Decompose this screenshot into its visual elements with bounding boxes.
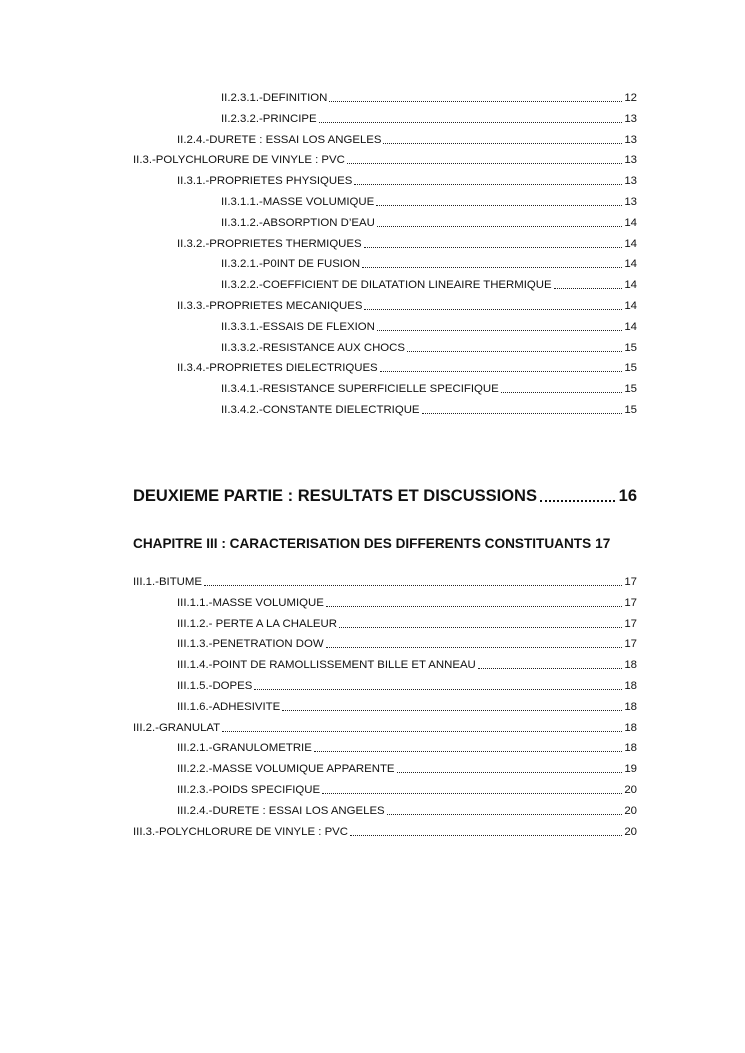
- toc-entry-label: III.2.1.-GRANULOMETRIE: [177, 742, 312, 755]
- toc-leader-dots: [376, 204, 622, 206]
- toc-entry-page: 18: [624, 659, 637, 672]
- toc-entry-page: 15: [624, 383, 637, 396]
- toc-chapter-heading[interactable]: [133, 535, 637, 552]
- toc-entry[interactable]: [221, 91, 637, 105]
- toc-entry-label: II.3.2.1.-P0INT DE FUSION: [221, 258, 361, 271]
- toc-entry[interactable]: [177, 804, 637, 818]
- toc-entry-page: 13: [624, 112, 637, 125]
- toc-entry-page: 18: [624, 680, 637, 692]
- toc-entry[interactable]: [221, 341, 637, 355]
- toc-entry-label: DEUXIEME PARTIE : RESULTATS ET DISCUSSIONS: [133, 487, 537, 505]
- toc-entry-label: II.3.3.-PROPRIETES MECANIQUES: [177, 300, 363, 312]
- toc-leader-dots: [350, 834, 622, 836]
- toc-entry-label: II.3.3.1.-ESSAIS DE FLEXION: [221, 320, 375, 333]
- toc-entry-label: III.2.2.-MASSE VOLUMIQUE APPARENTE: [177, 763, 395, 776]
- toc-entry-page: 18: [624, 721, 637, 734]
- toc-leader-dots: [319, 121, 623, 123]
- toc-entry[interactable]: [177, 762, 637, 776]
- toc-entry[interactable]: [221, 216, 637, 230]
- toc-entry-page: 13: [624, 196, 637, 208]
- toc-leader-dots: [314, 750, 623, 752]
- toc-leader-dots: [387, 813, 623, 815]
- toc-leader-dots: [326, 605, 622, 607]
- toc-entry-page: 16: [618, 487, 637, 505]
- toc-entry-label: III.3.-POLYCHLORURE DE VINYLE : PVC: [133, 825, 349, 838]
- toc-entry-page: 17: [624, 617, 637, 630]
- toc-entry[interactable]: [221, 382, 637, 396]
- toc-entry-label: III.2.4.-DURETE : ESSAI LOS ANGELES: [177, 804, 385, 817]
- toc-entry[interactable]: [221, 403, 637, 417]
- toc-entry-page: 20: [624, 804, 637, 817]
- toc-entry[interactable]: [177, 741, 637, 755]
- toc-leader-dots: [282, 709, 622, 711]
- toc-entry-page: 19: [624, 763, 637, 776]
- toc-entry-label: II.3.1.1.-MASSE VOLUMIQUE: [221, 196, 375, 208]
- toc-entry[interactable]: [177, 658, 637, 672]
- toc-entry-page: 15: [624, 341, 637, 354]
- toc-entry-label: II.3.3.2.-RESISTANCE AUX CHOCS: [221, 341, 405, 354]
- toc-entry[interactable]: [177, 174, 637, 188]
- toc-leader-dots: [364, 246, 623, 248]
- toc-entry-label: III.2.3.-POIDS SPECIFIQUE: [177, 784, 321, 796]
- toc-entry-page: 14: [624, 320, 637, 333]
- toc-entry-label: III.1.5.-DOPES: [177, 680, 253, 692]
- toc-entry[interactable]: [221, 320, 637, 334]
- toc-leader-dots: [254, 688, 622, 690]
- toc-entry[interactable]: [177, 299, 637, 313]
- toc-entry-label: III.1.1.-MASSE VOLUMIQUE: [177, 596, 324, 609]
- toc-leader-dots: [478, 667, 623, 669]
- toc-entry[interactable]: [221, 195, 637, 209]
- toc-entry-page: 17: [624, 596, 637, 609]
- toc-leader-dots: [501, 391, 623, 393]
- toc-entry-page: 18: [624, 700, 637, 713]
- toc-entry[interactable]: [177, 361, 637, 375]
- toc-entry-page: 17: [624, 638, 637, 651]
- toc-entry-label: II.3.4.2.-CONSTANTE DIELECTRIQUE: [221, 404, 420, 416]
- toc-leader-dots: [326, 646, 623, 648]
- toc-leader-dots: [380, 370, 623, 372]
- toc-entry-page: 20: [624, 784, 637, 796]
- toc-entry-label: II.2.4.-DURETE : ESSAI LOS ANGELES: [177, 133, 382, 146]
- toc-part-heading[interactable]: [133, 486, 637, 506]
- toc-entry[interactable]: [221, 278, 637, 292]
- toc-entry[interactable]: [177, 596, 637, 610]
- toc-entry[interactable]: [177, 637, 637, 651]
- toc-leader-dots: [377, 329, 622, 331]
- toc-entry-label: III.1.4.-POINT DE RAMOLLISSEMENT BILLE ET ANNEAU: [177, 659, 476, 672]
- toc-entry[interactable]: [177, 783, 637, 797]
- toc-leader-dots: [407, 350, 622, 352]
- toc-entry-label: III.1.2.- PERTE A LA CHALEUR: [177, 617, 337, 630]
- toc-entry-label: III.1.3.-PENETRATION DOW: [177, 638, 324, 651]
- toc-entry-label: II.2.3.1.-DEFINITION: [221, 92, 328, 104]
- toc-entry[interactable]: [177, 237, 637, 251]
- toc-leader-dots: [322, 792, 622, 794]
- toc-leader-dots: [377, 225, 623, 227]
- toc-leader-dots: [222, 730, 622, 732]
- toc-entry-page: 13: [624, 154, 637, 167]
- toc-leader-dots: [554, 287, 623, 289]
- toc-entry[interactable]: [133, 153, 637, 167]
- toc-entry-page: 18: [624, 742, 637, 755]
- toc-entry-label: III.1.6.-ADHESIVITE: [177, 700, 281, 713]
- toc-entry-page: 17: [595, 536, 611, 551]
- toc-entry-page: 15: [624, 362, 637, 375]
- toc-entry-label: II.3.2.2.-COEFFICIENT DE DILATATION LINEAIRE THERMIQUE: [221, 279, 552, 292]
- toc-entry-page: 13: [624, 175, 637, 188]
- toc-entry-label: II.3.1.-PROPRIETES PHYSIQUES: [177, 175, 353, 188]
- toc-entry-label: II.3.4.1.-RESISTANCE SUPERFICIELLE SPECIFIQUE: [221, 383, 499, 396]
- toc-entry-label: II.3.1.2.-ABSORPTION D’EAU: [221, 216, 375, 229]
- toc-entry[interactable]: [177, 679, 637, 693]
- toc-entry[interactable]: [177, 617, 637, 631]
- toc-entry[interactable]: [221, 257, 637, 271]
- toc-entry-page: 14: [624, 258, 637, 271]
- toc-entry-label: II.3.4.-PROPRIETES DIELECTRIQUES: [177, 362, 378, 375]
- toc-entry[interactable]: [177, 700, 637, 714]
- toc-entry[interactable]: [133, 575, 637, 589]
- toc-entry-page: 17: [624, 576, 637, 588]
- toc-leader-dots: [347, 162, 622, 164]
- toc-leader-dots: [362, 266, 622, 268]
- toc-entry-page: 14: [624, 237, 637, 250]
- toc-leader-dots: [329, 100, 622, 102]
- toc-leader-dots: [339, 626, 622, 628]
- toc-entry-page: 20: [624, 825, 637, 838]
- toc-leader-dots: [383, 142, 622, 144]
- toc-entry-page: 14: [624, 216, 637, 229]
- toc-entry-page: 12: [624, 92, 637, 104]
- toc-leader-dots: [397, 771, 623, 773]
- toc-entry-label: CHAPITRE III : CARACTERISATION DES DIFFERENTS CONSTITUANTS: [133, 536, 592, 551]
- toc-leader-dots: [204, 584, 622, 586]
- toc-entry[interactable]: [221, 112, 637, 126]
- toc-leader-dots: [364, 308, 622, 310]
- toc-entry[interactable]: [133, 825, 637, 839]
- toc-leader-dots: [422, 412, 623, 414]
- toc-leader-dots: [354, 183, 622, 185]
- toc-entry-label: III.2.-GRANULAT: [133, 721, 221, 734]
- toc-entry[interactable]: [133, 721, 637, 735]
- toc-entry-page: 15: [624, 404, 637, 416]
- toc-entry-page: 13: [624, 133, 637, 146]
- toc-entry-label: II.2.3.2.-PRINCIPE: [221, 112, 317, 125]
- toc-entry[interactable]: [177, 133, 637, 147]
- toc-entry-page: 14: [624, 300, 637, 312]
- toc-leader-dots: [540, 499, 615, 502]
- toc-entry-page: 14: [624, 279, 637, 292]
- toc-entry-label: III.1.-BITUME: [133, 576, 202, 588]
- toc-entry-label: II.3.-POLYCHLORURE DE VINYLE : PVC: [133, 154, 345, 167]
- toc-entry-label: II.3.2.-PROPRIETES THERMIQUES: [177, 237, 362, 250]
